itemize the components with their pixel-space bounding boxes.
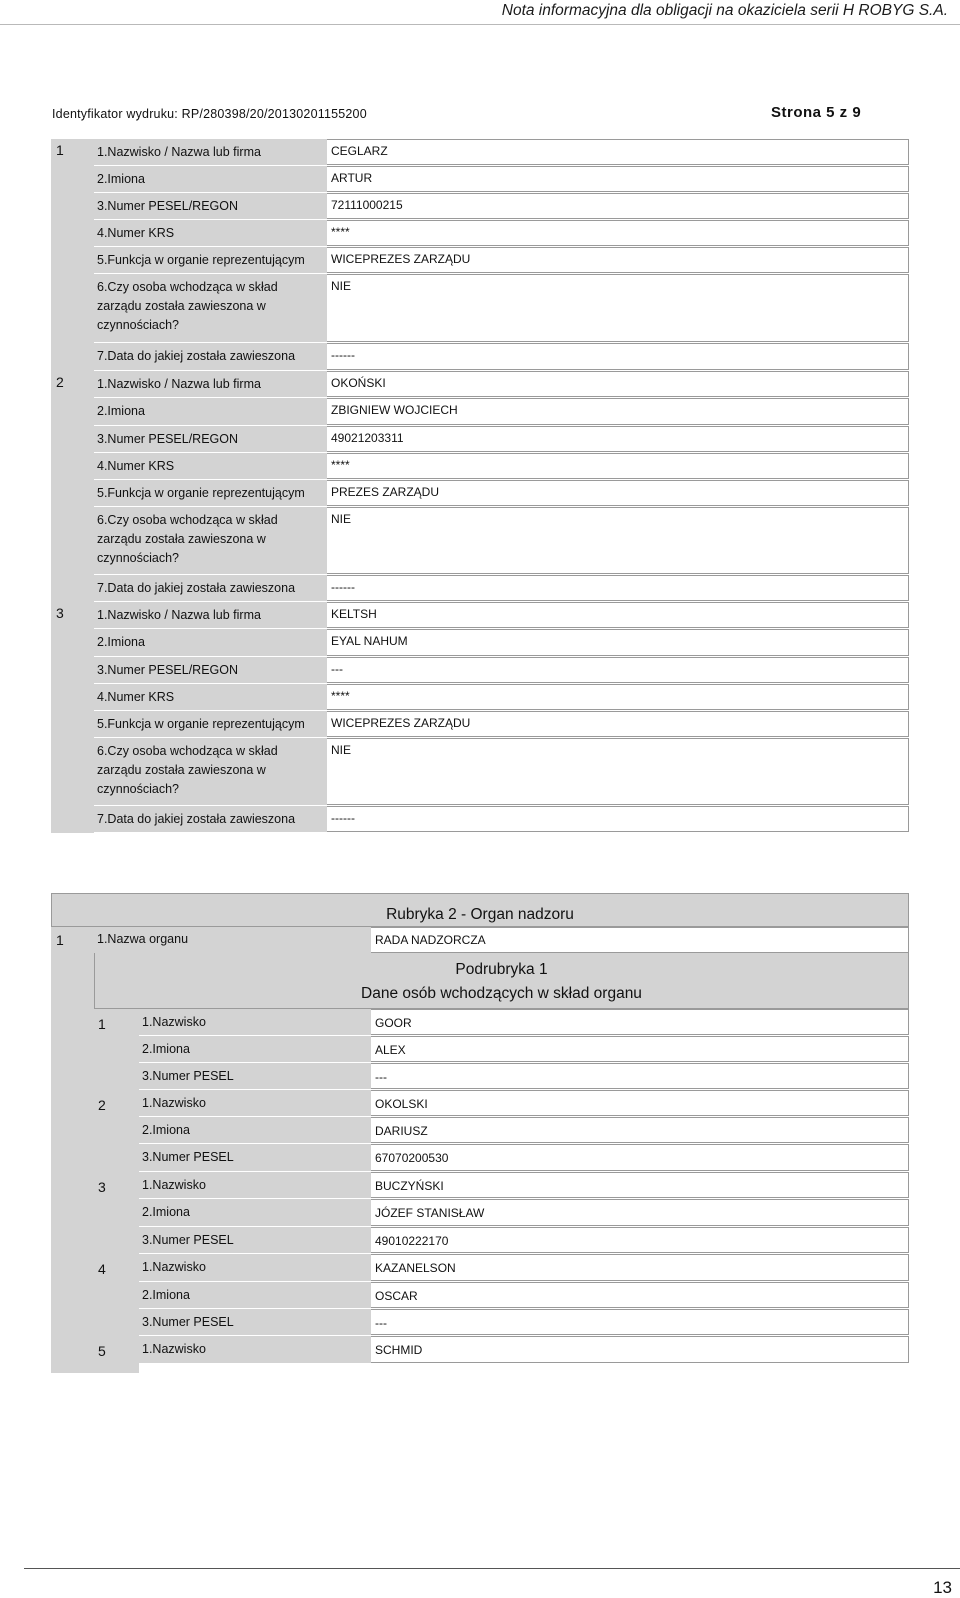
field-value: ALEX bbox=[371, 1036, 909, 1062]
table-row bbox=[94, 274, 909, 343]
document-title: Nota informacyjna dla obligacji na okaziciela serii H ROBYG S.A. bbox=[501, 2, 948, 19]
table-row bbox=[139, 1172, 909, 1199]
field-value: JÓZEF STANISŁAW bbox=[371, 1199, 909, 1226]
field-label: 2.Imiona bbox=[139, 1282, 371, 1308]
table-row bbox=[94, 343, 909, 371]
table-row bbox=[139, 1117, 909, 1144]
subsection-title bbox=[94, 953, 909, 1009]
field-value: RADA NADZORCZA bbox=[371, 927, 909, 953]
organ-name-row bbox=[94, 927, 909, 953]
table-row bbox=[94, 166, 909, 193]
field-label: 3.Numer PESEL bbox=[139, 1063, 371, 1089]
field-value: EYAL NAHUM bbox=[327, 629, 909, 656]
supervisory-board-section bbox=[51, 893, 909, 1373]
member-number: 3 bbox=[94, 1172, 139, 1254]
field-label: 2.Imiona bbox=[94, 398, 327, 425]
print-identifier: Identyfikator wydruku: RP/280398/20/20130201155200 bbox=[52, 107, 367, 121]
member-number: 2 bbox=[94, 1090, 139, 1172]
field-value: SCHMID bbox=[371, 1336, 909, 1363]
table-row bbox=[139, 1254, 909, 1282]
page-indicator: Strona 5 z 9 bbox=[771, 104, 862, 121]
table-row bbox=[94, 453, 909, 480]
field-value: GOOR bbox=[371, 1009, 909, 1035]
field-value: ------ bbox=[327, 343, 909, 370]
field-label: 5.Funkcja w organie reprezentującym bbox=[94, 247, 327, 273]
field-value: NIE bbox=[327, 274, 909, 342]
table-row bbox=[139, 1009, 909, 1036]
organ-number: 1 bbox=[51, 927, 94, 1373]
table-row bbox=[139, 1199, 909, 1227]
field-value: ------ bbox=[327, 575, 909, 601]
field-value: **** bbox=[327, 453, 909, 479]
field-value: WICEPREZES ZARZĄDU bbox=[327, 247, 909, 273]
field-value: CEGLARZ bbox=[327, 139, 909, 165]
table-row bbox=[94, 480, 909, 507]
field-value: --- bbox=[327, 657, 909, 683]
field-value: PREZES ZARZĄDU bbox=[327, 480, 909, 506]
member-number: 5 bbox=[94, 1336, 139, 1373]
field-value: OKOŃSKI bbox=[327, 371, 909, 397]
field-label: 1.Nazwisko bbox=[139, 1254, 371, 1281]
member-number: 4 bbox=[94, 1254, 139, 1336]
field-label: 1.Nazwisko bbox=[139, 1336, 371, 1363]
field-label: 7.Data do jakiej została zawieszona bbox=[94, 806, 327, 832]
person-block bbox=[51, 602, 909, 833]
field-value: WICEPREZES ZARZĄDU bbox=[327, 711, 909, 737]
field-label: 5.Funkcja w organie reprezentującym bbox=[94, 711, 327, 737]
field-label: 1.Nazwisko / Nazwa lub firma bbox=[94, 602, 327, 628]
person-block bbox=[51, 371, 909, 602]
field-label: 2.Imiona bbox=[139, 1117, 371, 1143]
field-label: 7.Data do jakiej została zawieszona bbox=[94, 343, 327, 370]
field-label: 3.Numer PESEL/REGON bbox=[94, 657, 327, 683]
field-label: 2.Imiona bbox=[139, 1036, 371, 1062]
field-value: KAZANELSON bbox=[371, 1254, 909, 1281]
person-number: 2 bbox=[51, 371, 94, 602]
field-value: OSCAR bbox=[371, 1282, 909, 1308]
field-label: 5.Funkcja w organie reprezentującym bbox=[94, 480, 327, 506]
field-value: **** bbox=[327, 220, 909, 246]
table-row bbox=[139, 1227, 909, 1254]
field-value: --- bbox=[371, 1063, 909, 1089]
field-value: --- bbox=[371, 1309, 909, 1335]
table-row bbox=[94, 193, 909, 220]
field-label: 6.Czy osoba wchodząca w skład zarządu została zawieszona w czynnościach? bbox=[94, 738, 327, 805]
field-value: NIE bbox=[327, 738, 909, 805]
field-value: BUCZYŃSKI bbox=[371, 1172, 909, 1198]
table-row bbox=[139, 1336, 909, 1364]
table-row bbox=[94, 507, 909, 575]
table-row bbox=[94, 398, 909, 426]
table-row bbox=[94, 657, 909, 684]
running-header bbox=[0, 0, 960, 25]
field-value: 67070200530 bbox=[371, 1144, 909, 1171]
table-row bbox=[139, 1090, 909, 1117]
table-row bbox=[94, 806, 909, 833]
field-label: 3.Numer PESEL bbox=[139, 1227, 371, 1253]
field-label: 3.Numer PESEL bbox=[139, 1309, 371, 1335]
subsection-subheading: Dane osób wchodzących w skład organu bbox=[361, 985, 642, 1002]
member-number: 1 bbox=[94, 1009, 139, 1090]
table-row bbox=[139, 1036, 909, 1063]
table-row bbox=[94, 247, 909, 274]
field-label: 4.Numer KRS bbox=[94, 684, 327, 710]
field-label: 1.Nazwisko bbox=[139, 1090, 371, 1116]
table-row bbox=[94, 220, 909, 247]
table-row bbox=[139, 1282, 909, 1309]
field-value: OKOLSKI bbox=[371, 1090, 909, 1116]
field-value: NIE bbox=[327, 507, 909, 574]
table-row bbox=[139, 1144, 909, 1172]
field-label: 1.Nazwisko / Nazwa lub firma bbox=[94, 139, 327, 165]
field-value: 72111000215 bbox=[327, 193, 909, 219]
field-value: DARIUSZ bbox=[371, 1117, 909, 1143]
field-value: ------ bbox=[327, 806, 909, 832]
table-row bbox=[94, 711, 909, 738]
field-value: KELTSH bbox=[327, 602, 909, 628]
field-value: 49010222170 bbox=[371, 1227, 909, 1253]
table-row bbox=[94, 684, 909, 711]
field-value: **** bbox=[327, 684, 909, 710]
table-row bbox=[94, 426, 909, 453]
subsection-heading: Podrubryka 1 bbox=[455, 961, 548, 978]
field-label: 3.Numer PESEL bbox=[139, 1144, 371, 1171]
field-label: 7.Data do jakiej została zawieszona bbox=[94, 575, 327, 601]
table-row bbox=[139, 1063, 909, 1090]
field-label: 2.Imiona bbox=[139, 1199, 371, 1226]
table-row bbox=[94, 139, 909, 166]
field-label: 2.Imiona bbox=[94, 166, 327, 192]
table-row bbox=[94, 371, 909, 398]
footer-divider bbox=[24, 1568, 960, 1569]
field-label: 6.Czy osoba wchodząca w skład zarządu została zawieszona w czynnościach? bbox=[94, 274, 327, 342]
field-label: 6.Czy osoba wchodząca w skład zarządu została zawieszona w czynnościach? bbox=[94, 507, 327, 574]
field-value: 49021203311 bbox=[327, 426, 909, 452]
person-number: 1 bbox=[51, 139, 94, 371]
section-title: Rubryka 2 - Organ nadzoru bbox=[51, 893, 909, 927]
table-row bbox=[94, 602, 909, 629]
field-label: 1.Nazwisko / Nazwa lub firma bbox=[94, 371, 327, 397]
person-block bbox=[51, 139, 909, 371]
field-label: 4.Numer KRS bbox=[94, 453, 327, 479]
person-number: 3 bbox=[51, 602, 94, 833]
field-label: 2.Imiona bbox=[94, 629, 327, 656]
field-label: 3.Numer PESEL/REGON bbox=[94, 426, 327, 452]
page-number: 13 bbox=[933, 1578, 952, 1597]
table-row bbox=[94, 738, 909, 806]
field-label: 1.Nazwisko bbox=[139, 1172, 371, 1198]
field-label: 1.Nazwisko bbox=[139, 1009, 371, 1035]
table-row bbox=[94, 575, 909, 602]
table-row bbox=[94, 629, 909, 657]
field-value: ZBIGNIEW WOJCIECH bbox=[327, 398, 909, 425]
field-label: 3.Numer PESEL/REGON bbox=[94, 193, 327, 219]
field-value: ARTUR bbox=[327, 166, 909, 192]
field-label: 1.Nazwa organu bbox=[94, 927, 371, 953]
field-label: 4.Numer KRS bbox=[94, 220, 327, 246]
table-row bbox=[139, 1309, 909, 1336]
